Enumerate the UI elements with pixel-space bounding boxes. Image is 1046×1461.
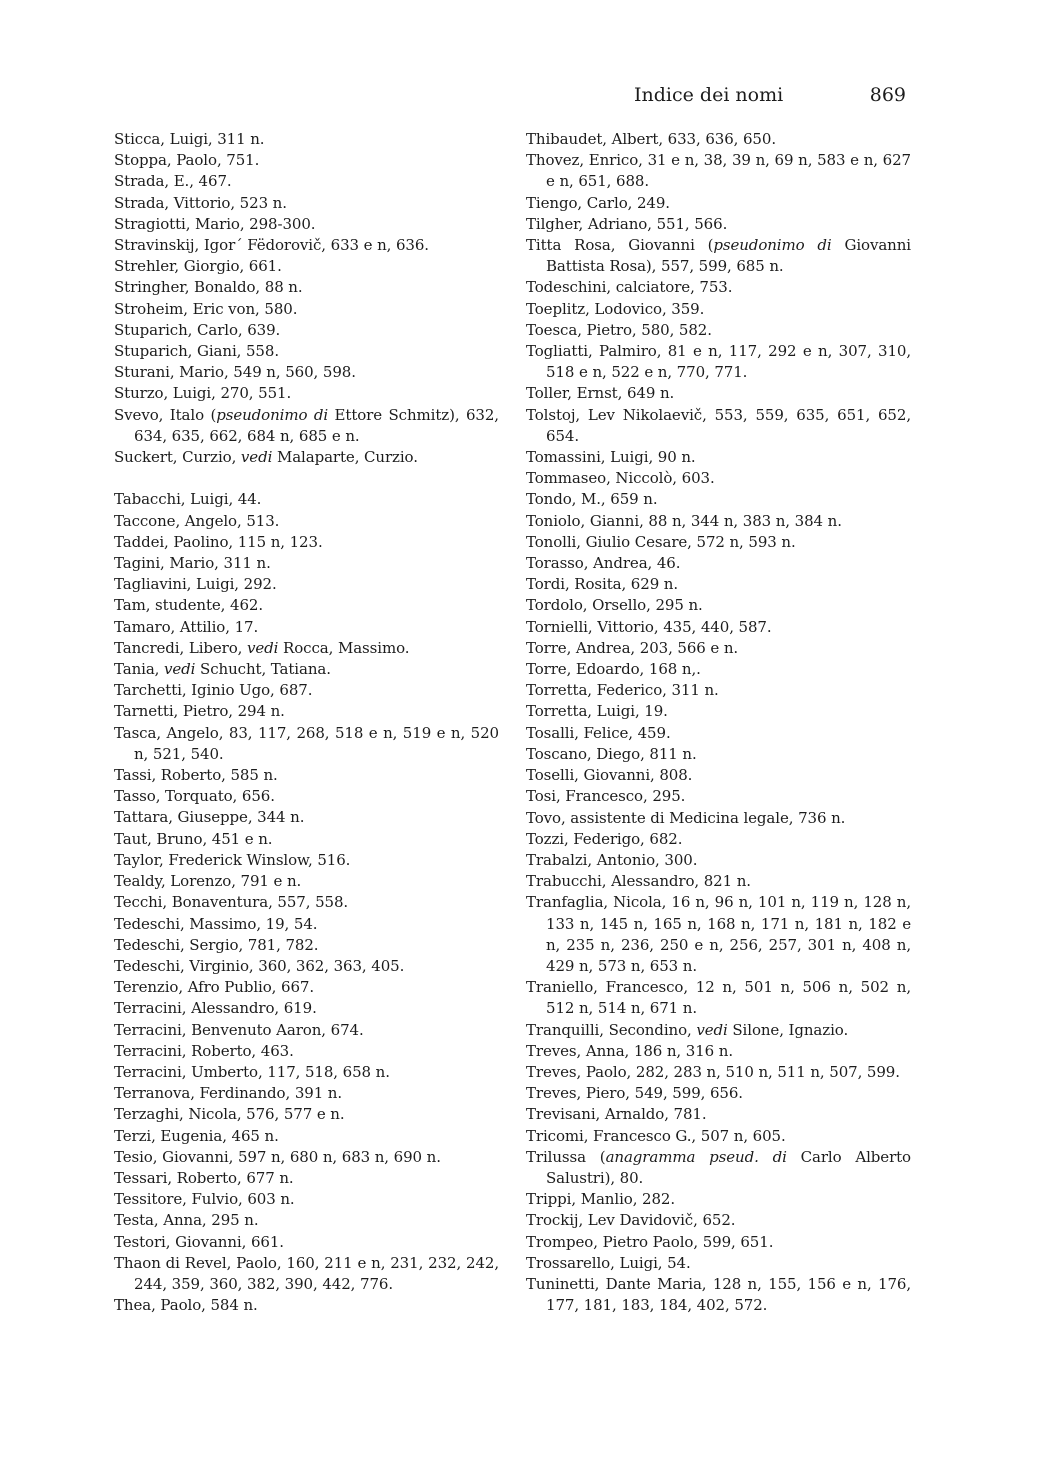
index-entry: Tarchetti, Iginio Ugo, 687. [114, 681, 313, 700]
index-entry: Trippi, Manlio, 282. [526, 1190, 676, 1209]
running-header [634, 84, 906, 106]
index-entry: Tessari, Roberto, 677 n. [114, 1168, 294, 1187]
index-entry: Toscano, Diego, 811 n. [526, 744, 697, 763]
index-entry: Tesio, Giovanni, 597 n, 680 n, 683 n, 690 n. [114, 1147, 441, 1166]
index-column-right [526, 129, 911, 1316]
index-entry: Terracini, Roberto, 463. [114, 1041, 294, 1060]
index-entry: Torretta, Luigi, 19. [526, 702, 668, 721]
index-entry: Thovez, Enrico, 31 e n, 38, 39 n, 69 n, 583 e n, 627 e n, 651, 688. [526, 151, 911, 191]
index-entry: Tranfaglia, Nicola, 16 n, 96 n, 101 n, 119 n, 128 n, 133 n, 145 n, 165 n, 168 n, 171 n, 181 n, 182 e n, 235 n, 236, 250 e n, 256, 257, 301 n, 408 n, 429 n, 573 n, 653 n. [526, 893, 911, 975]
index-entry: Taut, Bruno, 451 e n. [114, 829, 273, 848]
index-entry: Trevisani, Arnaldo, 781. [526, 1105, 707, 1124]
index-column-left [114, 129, 499, 1316]
page-number: 869 [869, 84, 906, 106]
index-entry: Torre, Edoardo, 168 n,. [526, 660, 701, 679]
index-entry: Taddei, Paolino, 115 n, 123. [114, 532, 323, 551]
index-entry: Tasso, Torquato, 656. [114, 787, 275, 806]
index-entry: Tilgher, Adriano, 551, 566. [526, 214, 728, 233]
index-entry: Strada, Vittorio, 523 n. [114, 193, 287, 212]
index-entry: Tecchi, Bonaventura, 557, 558. [114, 893, 349, 912]
index-entry: Terranova, Ferdinando, 391 n. [114, 1084, 343, 1103]
index-entry: Strehler, Giorgio, 661. [114, 257, 282, 276]
index-entry: Stravinskij, Igor´ Fëdorovič, 633 e n, 636. [114, 236, 429, 255]
index-entry: Tuninetti, Dante Maria, 128 n, 155, 156 e n, 176, 177, 181, 183, 184, 402, 572. [526, 1274, 911, 1315]
index-entry: Tania, vedi Schucht, Tatiana. [114, 660, 331, 679]
index-entry: Tassi, Roberto, 585 n. [114, 766, 278, 785]
index-entry: Stringher, Bonaldo, 88 n. [114, 278, 303, 297]
index-entry: Tricomi, Francesco G., 507 n, 605. [526, 1126, 786, 1145]
header-title: Indice dei nomi [634, 84, 784, 106]
index-entry: Terzaghi, Nicola, 576, 577 e n. [114, 1105, 345, 1124]
index-entry: Tiengo, Carlo, 249. [526, 193, 670, 212]
index-entry: Tasca, Angelo, 83, 117, 268, 518 e n, 519 e n, 520 n, 521, 540. [114, 723, 499, 763]
index-entry: Traniello, Francesco, 12 n, 501 n, 506 n, 502 n, 512 n, 514 n, 671 n. [526, 978, 911, 1018]
index-entry: Tedeschi, Massimo, 19, 54. [114, 914, 318, 933]
index-entry: Terracini, Alessandro, 619. [114, 999, 317, 1018]
index-entry: Testa, Anna, 295 n. [114, 1211, 259, 1230]
index-entry: Torasso, Andrea, 46. [526, 554, 681, 573]
index-entry: Terzi, Eugenia, 465 n. [114, 1126, 279, 1145]
index-entry: Stuparich, Giani, 558. [114, 342, 279, 361]
index-entry: Tozzi, Federigo, 682. [526, 829, 683, 848]
index-entry: Suckert, Curzio, vedi Malaparte, Curzio. [114, 448, 418, 467]
index-entry: Tancredi, Libero, vedi Rocca, Massimo. [114, 638, 410, 657]
index-entry: Tosi, Francesco, 295. [526, 787, 686, 806]
index-entry: Testori, Giovanni, 661. [114, 1232, 284, 1251]
index-entry: Treves, Paolo, 282, 283 n, 510 n, 511 n, 507, 599. [526, 1062, 900, 1081]
index-entry: Trompeo, Pietro Paolo, 599, 651. [526, 1232, 774, 1251]
index-entry: Tamaro, Attilio, 17. [114, 617, 259, 636]
index-entry: Trockij, Lev Davidovič, 652. [526, 1211, 736, 1230]
index-entry: Titta Rosa, Giovanni (pseudonimo di Giovanni Battista Rosa), 557, 599, 685 n. [526, 236, 911, 276]
index-entry: Thaon di Revel, Paolo, 160, 211 e n, 231, 232, 242, 244, 359, 360, 382, 390, 442, 776. [114, 1253, 499, 1293]
index-entry: Stroheim, Eric von, 580. [114, 299, 298, 318]
index-entry: Terracini, Benvenuto Aaron, 674. [114, 1020, 364, 1039]
index-entry: Toller, Ernst, 649 n. [526, 384, 675, 403]
index-entry: Torre, Andrea, 203, 566 e n. [526, 638, 739, 657]
index-entry: Tabacchi, Luigi, 44. [114, 490, 262, 509]
index-entry: Treves, Anna, 186 n, 316 n. [526, 1041, 733, 1060]
index-entry: Tonolli, Giulio Cesare, 572 n, 593 n. [526, 532, 796, 551]
index-entry: Toeplitz, Lodovico, 359. [526, 299, 705, 318]
index-entry: Stuparich, Carlo, 639. [114, 320, 281, 339]
index-entry: Tarnetti, Pietro, 294 n. [114, 702, 285, 721]
index-entry: Svevo, Italo (pseudonimo di Ettore Schmitz), 632, 634, 635, 662, 684 n, 685 e n. [114, 405, 499, 445]
index-entry: Trilussa (anagramma pseud. di Carlo Alberto Salustri), 80. [526, 1147, 911, 1187]
index-entry: Tattara, Giuseppe, 344 n. [114, 808, 305, 827]
index-entry: Toselli, Giovanni, 808. [526, 766, 693, 785]
index-entry: Treves, Piero, 549, 599, 656. [526, 1084, 743, 1103]
index-entry: Trabalzi, Antonio, 300. [526, 850, 698, 869]
index-entry: Tam, studente, 462. [114, 596, 264, 615]
index-entry: Thea, Paolo, 584 n. [114, 1296, 258, 1315]
index-entry: Tovo, assistente di Medicina legale, 736 n. [526, 808, 846, 827]
index-entry: Trabucchi, Alessandro, 821 n. [526, 872, 751, 891]
index-entry: Tolstoj, Lev Nikolaevič, 553, 559, 635, 651, 652, 654. [526, 405, 911, 445]
index-entry: Tosalli, Felice, 459. [526, 723, 671, 742]
index-entry: Sturzo, Luigi, 270, 551. [114, 384, 292, 403]
index-entry: Togliatti, Palmiro, 81 e n, 117, 292 e n, 307, 310, 518 e n, 522 e n, 770, 771. [526, 342, 911, 382]
index-entry: Sticca, Luigi, 311 n. [114, 130, 265, 148]
index-entry: Tessitore, Fulvio, 603 n. [114, 1190, 295, 1209]
index-entry: Tordi, Rosita, 629 n. [526, 575, 679, 594]
index-entry: Taylor, Frederick Winslow, 516. [114, 850, 351, 869]
index-entry: Toniolo, Gianni, 88 n, 344 n, 383 n, 384 n. [526, 511, 842, 530]
index-entry: Todeschini, calciatore, 753. [526, 278, 733, 297]
index-entry: Tagini, Mario, 311 n. [114, 554, 271, 573]
index-entry: Tranquilli, Secondino, vedi Silone, Ignazio. [526, 1020, 849, 1039]
index-entry: Terracini, Umberto, 117, 518, 658 n. [114, 1062, 390, 1081]
index-entry: Terenzio, Afro Publio, 667. [114, 978, 314, 997]
index-entry: Tornielli, Vittorio, 435, 440, 587. [526, 617, 772, 636]
index-entry: Tealdy, Lorenzo, 791 e n. [114, 872, 302, 891]
index-entry: Tondo, M., 659 n. [526, 490, 658, 509]
index-entry: Trossarello, Luigi, 54. [526, 1253, 691, 1272]
index-entry: Tedeschi, Virginio, 360, 362, 363, 405. [114, 956, 405, 975]
index-entry: Sturani, Mario, 549 n, 560, 598. [114, 363, 356, 382]
index-entry: Tagliavini, Luigi, 292. [114, 575, 277, 594]
index-entry: Stoppa, Paolo, 751. [114, 151, 260, 170]
index-entry: Taccone, Angelo, 513. [114, 511, 280, 530]
index-entry: Torretta, Federico, 311 n. [526, 681, 719, 700]
index-entry: Toesca, Pietro, 580, 582. [526, 320, 712, 339]
index-entry: Strada, E., 467. [114, 172, 232, 191]
index-entry: Thibaudet, Albert, 633, 636, 650. [526, 130, 776, 148]
index-entry: Tomassini, Luigi, 90 n. [526, 448, 696, 467]
index-entry: Stragiotti, Mario, 298-300. [114, 214, 316, 233]
index-entry: Tommaseo, Niccolò, 603. [526, 469, 715, 488]
index-entry: Tedeschi, Sergio, 781, 782. [114, 935, 319, 954]
index-entry: Tordolo, Orsello, 295 n. [526, 596, 703, 615]
